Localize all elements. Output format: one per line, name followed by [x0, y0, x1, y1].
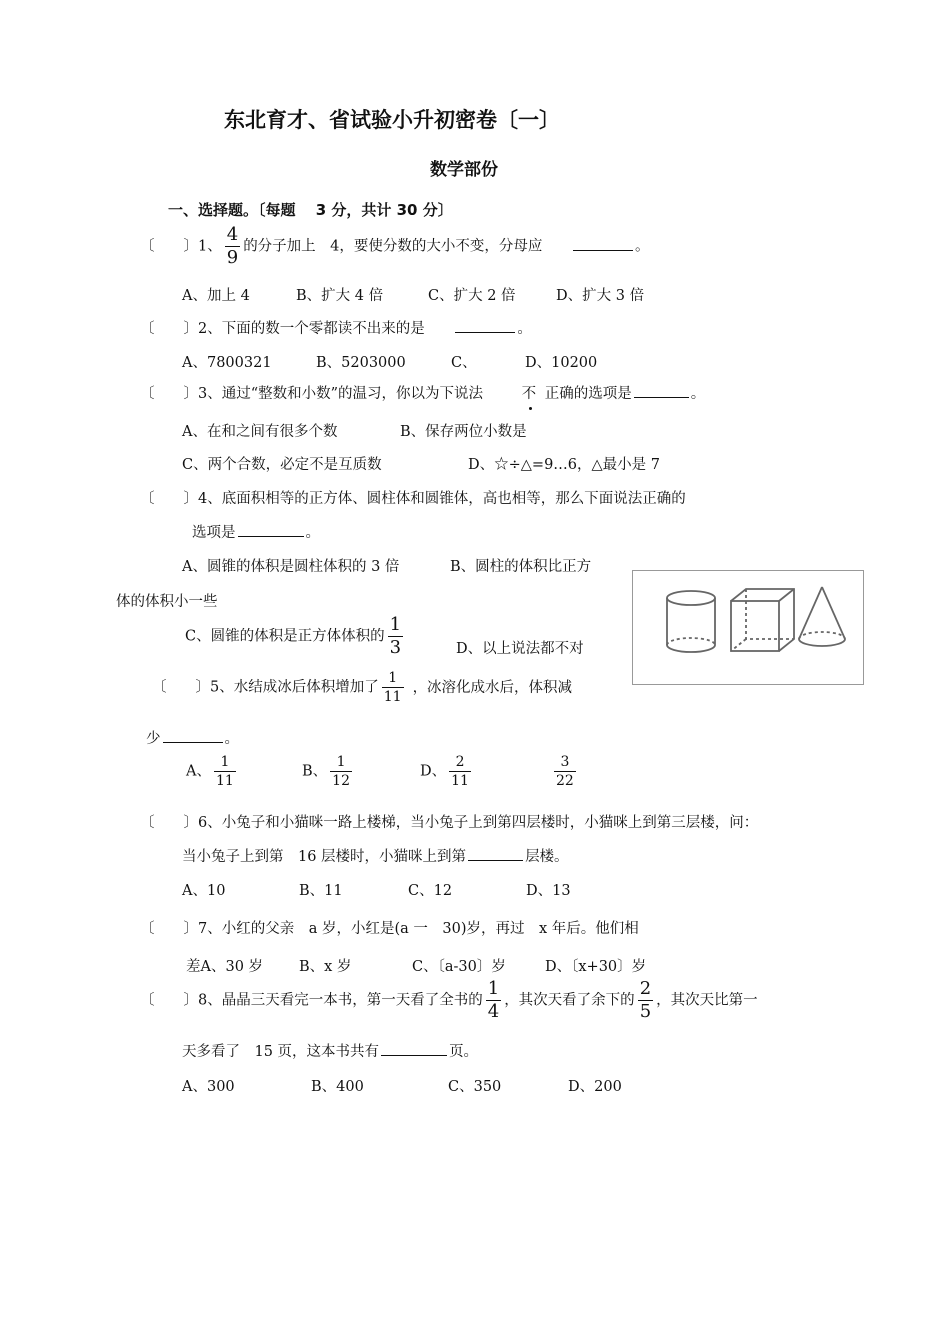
q1-option-b: B、扩大 4 倍 [296, 288, 384, 304]
option-label: D、 [420, 763, 447, 780]
cylinder-bottom [667, 645, 715, 652]
question-text-4: 天多看了 15 页，这本书共有 [182, 1044, 380, 1060]
cone-right [822, 587, 845, 639]
answer-blank[interactable] [573, 236, 633, 251]
q1-option-c: C、扩大 2 倍 [428, 288, 516, 304]
answer-paren: 〔 〕 [152, 679, 210, 696]
answer-paren: 〔 〕 [140, 238, 198, 255]
question-text-3: 少 [146, 731, 161, 747]
question-1 [140, 226, 650, 267]
q6-option-b: B、11 [299, 883, 343, 899]
q8-option-a: A、300 [182, 1079, 235, 1095]
answer-paren: 〔 〕 [140, 921, 198, 937]
answer-blank[interactable] [238, 522, 304, 537]
q4-option-a: A、圆锥的体积是圆柱体积的 3 倍 [182, 559, 400, 575]
question-text: 晶晶三天看完一本书，第一天看了全书的 [221, 992, 483, 1009]
q5-option-d [551, 755, 579, 788]
question-text-2: 选项是 [192, 525, 236, 541]
answer-paren: 〔 〕 [140, 815, 198, 831]
q3-option-d: D、☆÷△=9…6，△最小是 7 [468, 457, 661, 473]
emphasis-not: 不 [521, 386, 537, 402]
answer-paren: 〔 〕 [140, 386, 198, 402]
punct: 。 [517, 321, 532, 337]
q4-option-c [185, 616, 406, 657]
question-text-2: 差 [186, 959, 201, 975]
punct: 。 [305, 525, 320, 541]
q4-option-b: B、圆柱的体积比正方 [450, 559, 592, 575]
question-text: 小兔子和小猫咪一路上楼梯，当小兔子上到第四层楼时，小猫咪上到第三层楼，问： [221, 815, 759, 831]
q7-option-d: D、〔x+30〕岁 [545, 959, 647, 975]
q1-option-d: D、扩大 3 倍 [556, 288, 645, 304]
q6-option-d: D、13 [526, 883, 571, 899]
question-5 [152, 671, 572, 704]
q2-option-a: A、7800321 [182, 355, 272, 371]
option-text: C、圆锥的体积是正方体体积的 [185, 628, 385, 645]
question-7-line-2 [186, 957, 263, 977]
cylinder-top [667, 591, 715, 605]
question-number: 1、 [198, 238, 222, 255]
answer-paren: 〔 〕 [140, 491, 198, 507]
question-text: 通过“整数和小数”的温习，你以为下说法 [221, 386, 484, 402]
answer-paren: 〔 〕 [140, 992, 198, 1009]
page-subtitle: 数学部份 [430, 160, 498, 180]
q3-option-b: B、保存两位小数是 [400, 424, 527, 440]
question-5-line-2 [146, 728, 239, 749]
punct: 层楼。 [525, 849, 569, 865]
q7-option-a: A、30 岁 [200, 959, 264, 975]
q7-option-c: C、〔a-30〕岁 [412, 959, 506, 975]
fraction-4-9: $\frac{4}{9}$ [226, 224, 239, 268]
cone-left [799, 587, 822, 639]
option-label: A、 [186, 763, 211, 780]
answer-blank[interactable] [455, 318, 515, 333]
cylinder-bottom-hidden [667, 638, 715, 645]
question-6-line-2 [182, 846, 569, 867]
punct: 页。 [449, 1044, 479, 1060]
question-text-3: ，其次天比第一 [656, 992, 758, 1009]
section-heading: 一、选择题。〔每题 3 分，共计 30 分〕 [168, 201, 453, 219]
cube-hidden [746, 589, 794, 639]
question-text-2: ，冰溶化成水后，体积减 [412, 679, 573, 696]
q5-option-b [302, 755, 355, 788]
fraction-1-11: $\frac{1}{11}$ [383, 670, 402, 705]
fraction: $\frac{1}{11}$ [215, 754, 234, 789]
fraction: $\frac{1}{12}$ [332, 754, 350, 789]
q3-option-c: C、两个合数，必定不是互质数 [182, 457, 382, 473]
question-3 [140, 383, 705, 404]
q8-option-d: D、200 [568, 1079, 622, 1095]
q3-option-a: A、在和之间有很多个数 [182, 424, 338, 440]
question-text: 下面的数一个零都读不出来的是 [221, 321, 425, 337]
q8-option-c: C、350 [448, 1079, 502, 1095]
q4-option-d: D、以上说法都不对 [456, 641, 584, 657]
cylinder-cube-cone-illustration [633, 571, 863, 684]
question-text: 小红的父亲 a 岁，小红是(a 一 30)岁，再过 x 年后。他们相 [221, 921, 639, 937]
q2-option-c: C、 [451, 355, 477, 371]
cube-hidden-2 [731, 639, 746, 651]
cone-base [799, 639, 845, 646]
fraction: $\frac{3}{22}$ [556, 754, 574, 789]
cube-edge [779, 589, 794, 601]
q7-option-b: B、x 岁 [299, 959, 352, 975]
q5-option-a [186, 755, 239, 788]
fraction: $\frac{2}{11}$ [451, 754, 469, 789]
answer-paren: 〔 〕 [140, 321, 198, 337]
question-8 [140, 980, 758, 1021]
question-6 [140, 813, 758, 833]
fraction-2-5: $\frac{2}{5}$ [639, 978, 652, 1022]
q5-option-c [420, 755, 474, 788]
fraction-1-3: $\frac{1}{3}$ [389, 614, 402, 658]
q8-option-b: B、400 [311, 1079, 364, 1095]
question-number: 6、 [198, 815, 222, 831]
question-number: 2、 [198, 321, 222, 337]
cube-back [731, 589, 794, 651]
question-number: 3、 [198, 386, 222, 402]
shapes-figure [632, 570, 864, 685]
question-number: 7、 [198, 921, 222, 937]
option-label: B、 [302, 763, 328, 780]
question-text: 的分子加上 4，要使分数的大小不变，分母应 [243, 238, 543, 255]
question-text-2: 正确的选项是 [544, 386, 632, 402]
answer-blank[interactable] [163, 728, 223, 743]
q2-option-b: B、5203000 [316, 355, 406, 371]
question-8-line-2 [182, 1041, 478, 1062]
q6-option-c: C、12 [408, 883, 453, 899]
cone-base-hidden [799, 632, 845, 639]
question-7 [140, 919, 639, 939]
punct: 。 [690, 386, 706, 402]
question-text-2: 当小兔子上到第 16 层楼时，小猫咪上到第 [182, 849, 467, 865]
question-text: 水结成冰后体积增加了 [233, 679, 379, 696]
question-text-2: ，其次天看了余下的 [504, 992, 635, 1009]
page-title: 东北育才、省试验小升初密卷〔一〕 [224, 108, 560, 132]
cube-front [731, 601, 779, 651]
q2-option-d: D、10200 [525, 355, 598, 371]
question-4-line-2 [192, 522, 320, 543]
q1-option-a: A、加上 4 [182, 288, 250, 304]
q4-option-b-cont: 体的体积小一些 [116, 594, 218, 610]
question-2 [140, 318, 532, 339]
punct: 。 [635, 238, 650, 255]
question-number: 5、 [210, 679, 234, 696]
question-text: 底面积相等的正方体、圆柱体和圆锥体，高也相等，那么下面说法正确的 [221, 491, 686, 507]
question-number: 8、 [198, 992, 222, 1009]
question-4 [140, 489, 686, 509]
question-number: 4、 [198, 491, 222, 507]
answer-blank[interactable] [381, 1041, 447, 1056]
answer-blank[interactable] [468, 846, 523, 861]
q6-option-a: A、10 [182, 883, 226, 899]
fraction-1-4: $\frac{1}{4}$ [487, 978, 500, 1022]
answer-blank[interactable] [634, 383, 689, 398]
punct: 。 [224, 731, 239, 747]
